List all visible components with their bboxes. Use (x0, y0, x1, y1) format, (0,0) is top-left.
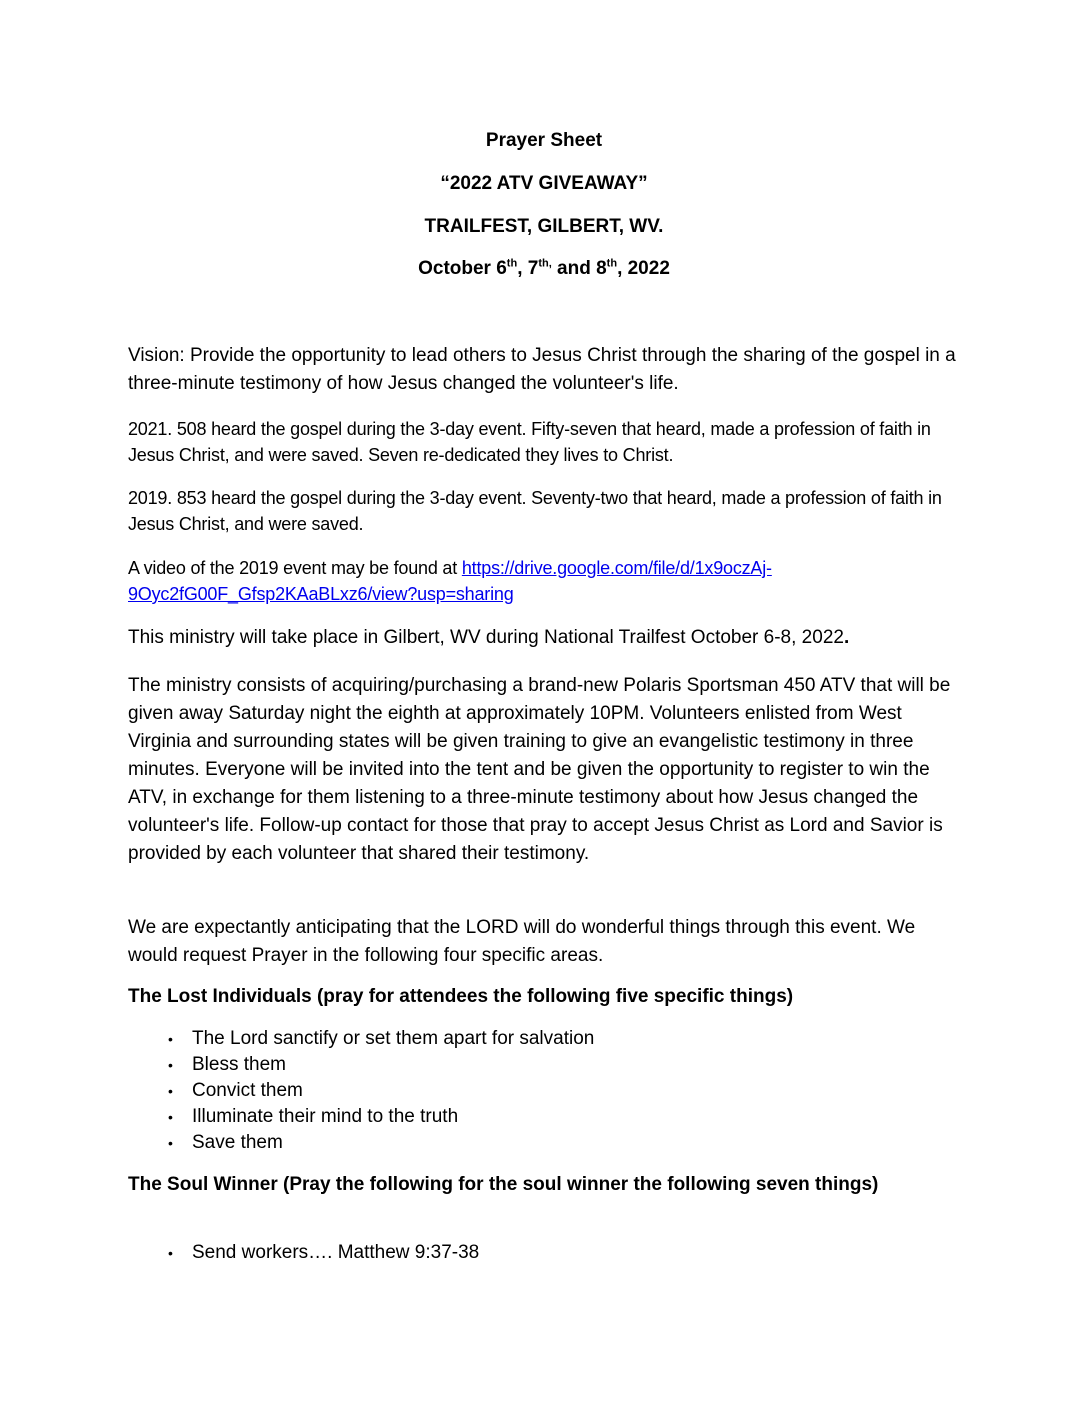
list-item (128, 1026, 968, 1052)
anticipation-paragraph: We are expectantly anticipating that the LORD will do wonderful things through this event. We would request Prayer in the following four specific areas. (128, 917, 916, 966)
date-sup-1: th (506, 257, 518, 270)
date-mid-1: , 7 (517, 258, 539, 279)
event-location: TRAILFEST, GILBERT, WV. (424, 216, 664, 237)
date-prefix: October 6 (418, 258, 507, 279)
list-item (128, 1078, 968, 1104)
vision-paragraph: Vision: Provide the opportunity to lead others to Jesus Christ through the sharing of the gospel in a three-minute testimony of how Jesus changed the volunteer's life. (128, 345, 956, 394)
list-item-text: Bless them (192, 1054, 286, 1075)
stats-2019-paragraph: 2019. 853 heard the gospel during the 3-day event. Seventy-two that heard, made a profession of faith in Jesus Christ, and were saved. (128, 488, 942, 534)
bullet-icon: • (168, 1245, 173, 1261)
list-item-text: Illuminate their mind to the truth (192, 1106, 459, 1127)
video-text: A video of the 2019 event may be found at (128, 558, 462, 578)
list-item-text: Convict them (192, 1080, 303, 1101)
location-paragraph (128, 624, 968, 652)
list-item (128, 1240, 968, 1266)
location-text: This ministry will take place in Gilbert, WV during National Trailfest October 6-8, 2022 (128, 627, 844, 648)
video-paragraph (128, 555, 968, 607)
bullet-icon: • (168, 1109, 173, 1125)
soul-winner-list (128, 1240, 968, 1266)
bullet-icon: • (168, 1083, 173, 1099)
event-name: “2022 ATV GIVEAWAY” (440, 173, 648, 194)
bullet-icon: • (168, 1031, 173, 1047)
list-item-text: Send workers…. Matthew 9:37-38 (192, 1242, 480, 1263)
list-item-text: The Lord sanctify or set them apart for salvation (192, 1028, 595, 1049)
bullet-icon: • (168, 1135, 173, 1151)
location-period: . (843, 627, 850, 648)
event-dates (0, 257, 1088, 281)
stats-2021-paragraph: 2021. 508 heard the gospel during the 3-day event. Fifty-seven that heard, made a profession of faith in Jesus Christ, and were saved. Seven re-dedicated they lives to Christ. (128, 419, 931, 465)
lost-individuals-list (128, 1026, 968, 1156)
video-link[interactable]: https://drive.google.com/file/d/1x9oczAj-9Oyc2fG00F_Gfsp2KAaBLxz6/view?usp=sharing (128, 558, 772, 604)
list-item (128, 1130, 968, 1156)
soul-winner-heading: The Soul Winner (Pray the following for the soul winner the following seven things) (128, 1174, 879, 1195)
date-sup-3: th (606, 257, 618, 270)
bullet-icon: • (168, 1057, 173, 1073)
list-item (128, 1104, 968, 1130)
ministry-paragraph: The ministry consists of acquiring/purchasing a brand-new Polaris Sportsman 450 ATV that will be given away Saturday night the eighth at approximately 10PM. Volunteers enlisted from West Virginia and surrounding states will be given training to give an evangelistic testimony in three minutes. Everyone will be invited into the tent and be given the opportunity to register to win the ATV, in exchange for them listening to a three-minute testimony about how Jesus changed the volunteer's life. Follow-up contact for those that pray to accept Jesus Christ as Lord and Savior is provided by each volunteer that shared their testimony. (128, 675, 951, 864)
date-suffix: , 2022 (617, 258, 670, 279)
list-item-text: Save them (192, 1132, 283, 1153)
document-title: Prayer Sheet (485, 130, 603, 151)
date-mid-2: and 8 (551, 258, 607, 279)
lost-individuals-heading: The Lost Individuals (pray for attendees the following five specific things) (128, 986, 794, 1007)
list-item (128, 1052, 968, 1078)
date-sup-2: th, (538, 257, 552, 270)
